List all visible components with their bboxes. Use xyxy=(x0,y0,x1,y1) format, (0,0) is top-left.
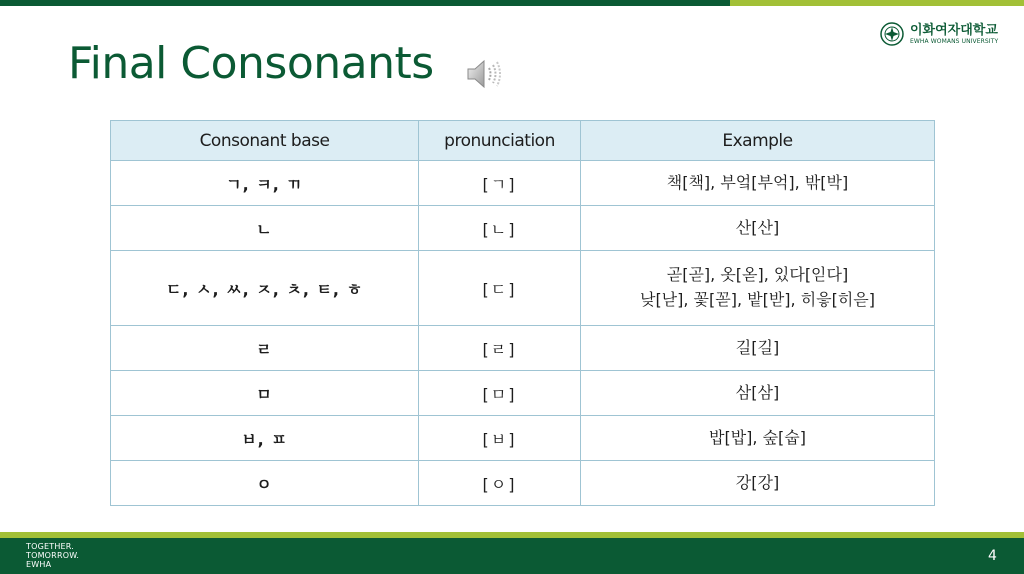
pronunciation-cell: [ㅇ] xyxy=(419,461,581,506)
example-cell xyxy=(581,461,935,506)
slide-title: Final Consonants xyxy=(68,38,434,89)
example-line: 강[강] xyxy=(735,472,780,492)
pronunciation-cell: [ㄹ] xyxy=(419,326,581,371)
header-example: Example xyxy=(581,121,935,161)
example-line: 밥[밥], 숲[숩] xyxy=(709,427,806,447)
pronunciation-cell: [ㄴ] xyxy=(419,206,581,251)
example-line: 낮[낟], 꽃[꼳], 밭[받], 히읗[히읃] xyxy=(639,290,875,309)
footer-slogan xyxy=(26,542,79,569)
example-line: 곧[곧], 옷[옫], 있다[읻다] xyxy=(666,265,849,285)
slogan-line: TOGETHER. xyxy=(26,542,75,551)
consonant-base-cell: ㄷ, ㅅ, ㅆ, ㅈ, ㅊ, ㅌ, ㅎ xyxy=(111,251,419,326)
consonant-base-cell: ㅂ, ㅍ xyxy=(111,416,419,461)
table-row xyxy=(111,461,935,506)
speaker-icon[interactable] xyxy=(464,56,504,92)
pronunciation-cell: [ㄱ] xyxy=(419,161,581,206)
slogan-line: TOMORROW. xyxy=(26,551,80,560)
example-cell xyxy=(581,251,935,326)
table-row xyxy=(111,416,935,461)
consonant-base-cell: ㅁ xyxy=(111,371,419,416)
table-row xyxy=(111,206,935,251)
consonant-base-cell: ㅇ xyxy=(111,461,419,506)
footer-bar xyxy=(0,538,1024,574)
logo-name: 이화여자대학교 xyxy=(910,22,998,38)
header-consonant-base: Consonant base xyxy=(111,121,419,161)
example-line: 책[책], 부엌[부억], 밖[박] xyxy=(666,172,849,192)
example-cell xyxy=(581,416,935,461)
table-row xyxy=(111,161,935,206)
pronunciation-cell: [ㅂ] xyxy=(419,416,581,461)
pronunciation-cell: [ㅁ] xyxy=(419,371,581,416)
table-header-row xyxy=(111,121,935,161)
table-row xyxy=(111,251,935,326)
logo-subtitle: EWHA WOMANS UNIVERSITY xyxy=(910,37,999,45)
example-cell xyxy=(581,206,935,251)
header-pronunciation: pronunciation xyxy=(419,121,581,161)
university-logo xyxy=(880,20,1020,48)
top-accent-bar-lime xyxy=(730,0,1024,6)
table-row xyxy=(111,371,935,416)
example-line: 산[산] xyxy=(735,217,780,237)
ewha-emblem-icon xyxy=(880,22,904,46)
table-row xyxy=(111,326,935,371)
final-consonants-table xyxy=(110,120,935,506)
example-line: 길[길] xyxy=(735,337,780,357)
page-number: 4 xyxy=(988,548,997,564)
slogan-line: EWHA xyxy=(26,560,52,569)
example-cell xyxy=(581,371,935,416)
top-accent-bar-green xyxy=(0,0,730,6)
consonant-base-cell: ㄱ, ㅋ, ㄲ xyxy=(111,161,419,206)
consonant-base-cell: ㄴ xyxy=(111,206,419,251)
example-cell xyxy=(581,326,935,371)
example-line: 삼[삼] xyxy=(735,382,780,402)
example-cell xyxy=(581,161,935,206)
pronunciation-cell: [ㄷ] xyxy=(419,251,581,326)
consonant-base-cell: ㄹ xyxy=(111,326,419,371)
